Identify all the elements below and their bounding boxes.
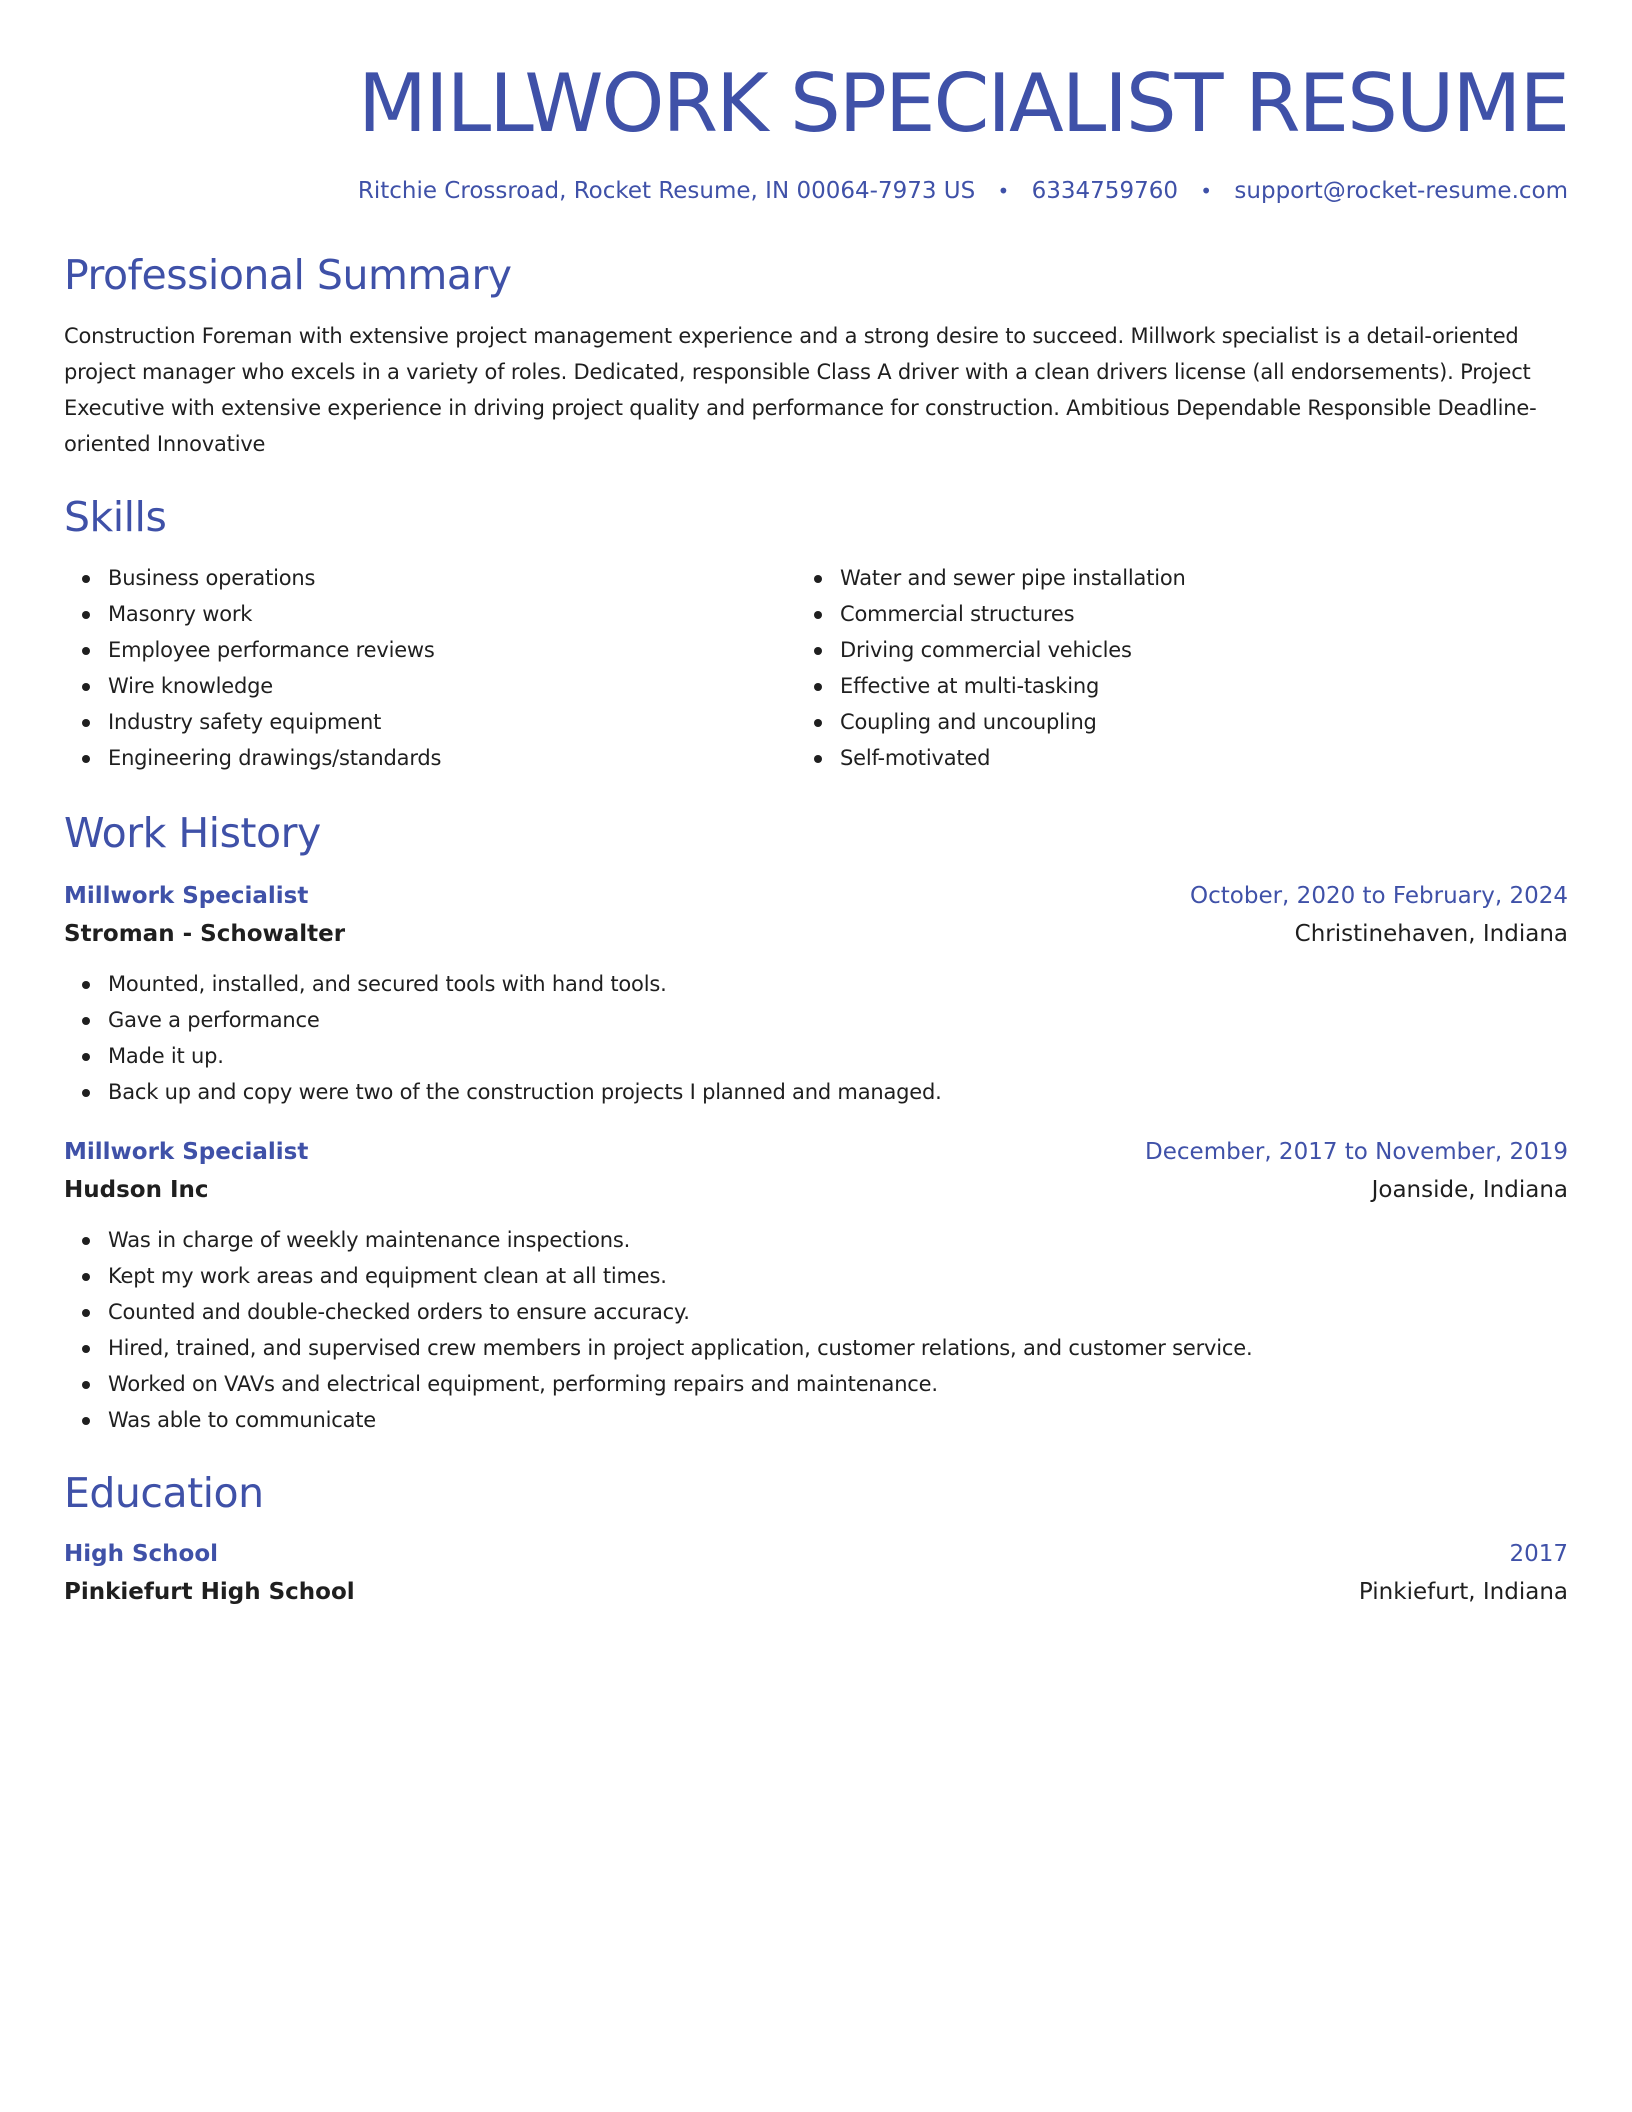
job-duty-item: Was able to communicate — [108, 1402, 1568, 1438]
summary-heading: Professional Summary — [64, 251, 512, 299]
skills-list — [64, 560, 1568, 776]
job-title: Millwork Specialist — [64, 1139, 309, 1165]
job-duty-item: Mounted, installed, and secured tools with hand tools. — [108, 966, 1568, 1002]
job-title: Millwork Specialist — [64, 883, 309, 909]
job-dates: October, 2020 to February, 2024 — [1190, 883, 1568, 909]
job-duty-item: Gave a performance — [108, 1002, 1568, 1038]
skills-column-right — [800, 560, 1536, 776]
education-header-row — [64, 1536, 1568, 1572]
skill-item: Masonry work — [108, 596, 800, 632]
skill-item: Self-motivated — [840, 740, 1536, 776]
education-location: Pinkiefurt, Indiana — [1358, 1579, 1568, 1605]
job-location: Christinehaven, Indiana — [1294, 921, 1568, 947]
skill-item: Commercial structures — [840, 596, 1536, 632]
contact-address: Ritchie Crossroad, Rocket Resume, IN 00064-7973 US — [357, 178, 976, 204]
education-entry — [64, 1536, 1568, 1612]
resume-title: MILLWORK SPECIALIST RESUME — [358, 57, 1568, 150]
job-header-row — [64, 1134, 1568, 1170]
job-company: Stroman - Schowalter — [64, 921, 346, 947]
education-year: 2017 — [1509, 1541, 1568, 1567]
summary-text: Construction Foreman with extensive project management experience and a strong desire to succeed. Millwork specialist is a detail-oriented project manager who excels in a variety of roles. Dedicated, responsible Class A driver with a clean drivers license (all endorsements). Project Executive with extensive experience in driving project quality and performance for construction. Ambitious Dependable Responsible Deadline-oriented Innovative — [64, 324, 1537, 456]
job-company: Hudson Inc — [64, 1177, 209, 1203]
job-duty-item: Hired, trained, and supervised crew members in project application, customer relations, and customer service. — [108, 1330, 1568, 1366]
contact-separator: • — [1200, 179, 1213, 203]
skill-item: Employee performance reviews — [108, 632, 800, 668]
job-duty-item: Was in charge of weekly maintenance inspections. — [108, 1222, 1568, 1258]
job-duties — [64, 966, 1568, 1110]
job-company-row — [64, 914, 1568, 954]
job-duty-item: Worked on VAVs and electrical equipment, performing repairs and maintenance. — [108, 1366, 1568, 1402]
education-school: Pinkiefurt High School — [64, 1579, 355, 1605]
skill-item: Driving commercial vehicles — [840, 632, 1536, 668]
job-dates: December, 2017 to November, 2019 — [1145, 1139, 1568, 1165]
resume-header — [64, 58, 1568, 204]
contact-email: support@rocket-resume.com — [1234, 178, 1568, 204]
skill-item: Effective at multi-tasking — [840, 668, 1536, 704]
skill-item: Business operations — [108, 560, 800, 596]
education-school-row — [64, 1572, 1568, 1612]
job-entry — [64, 878, 1568, 1110]
skill-item: Engineering drawings/standards — [108, 740, 800, 776]
job-entry — [64, 1134, 1568, 1438]
skill-item: Water and sewer pipe installation — [840, 560, 1536, 596]
skill-item: Wire knowledge — [108, 668, 800, 704]
job-header-row — [64, 878, 1568, 914]
work-history-heading: Work History — [64, 809, 321, 857]
contact-phone: 6334759760 — [1031, 178, 1178, 204]
contact-line — [64, 178, 1568, 204]
education-heading: Education — [64, 1469, 264, 1517]
job-duty-item: Back up and copy were two of the construction projects I planned and managed. — [108, 1074, 1568, 1110]
skills-heading: Skills — [64, 493, 167, 541]
job-duty-item: Counted and double-checked orders to ensure accuracy. — [108, 1294, 1568, 1330]
education-degree: High School — [64, 1541, 219, 1567]
job-duties — [64, 1222, 1568, 1438]
contact-separator: • — [997, 179, 1010, 203]
job-company-row — [64, 1170, 1568, 1210]
skill-item: Industry safety equipment — [108, 704, 800, 740]
job-duty-item: Made it up. — [108, 1038, 1568, 1074]
job-duty-item: Kept my work areas and equipment clean at all times. — [108, 1258, 1568, 1294]
skill-item: Coupling and uncoupling — [840, 704, 1536, 740]
skills-column-left — [64, 560, 800, 776]
job-location: Joanside, Indiana — [1371, 1177, 1568, 1203]
